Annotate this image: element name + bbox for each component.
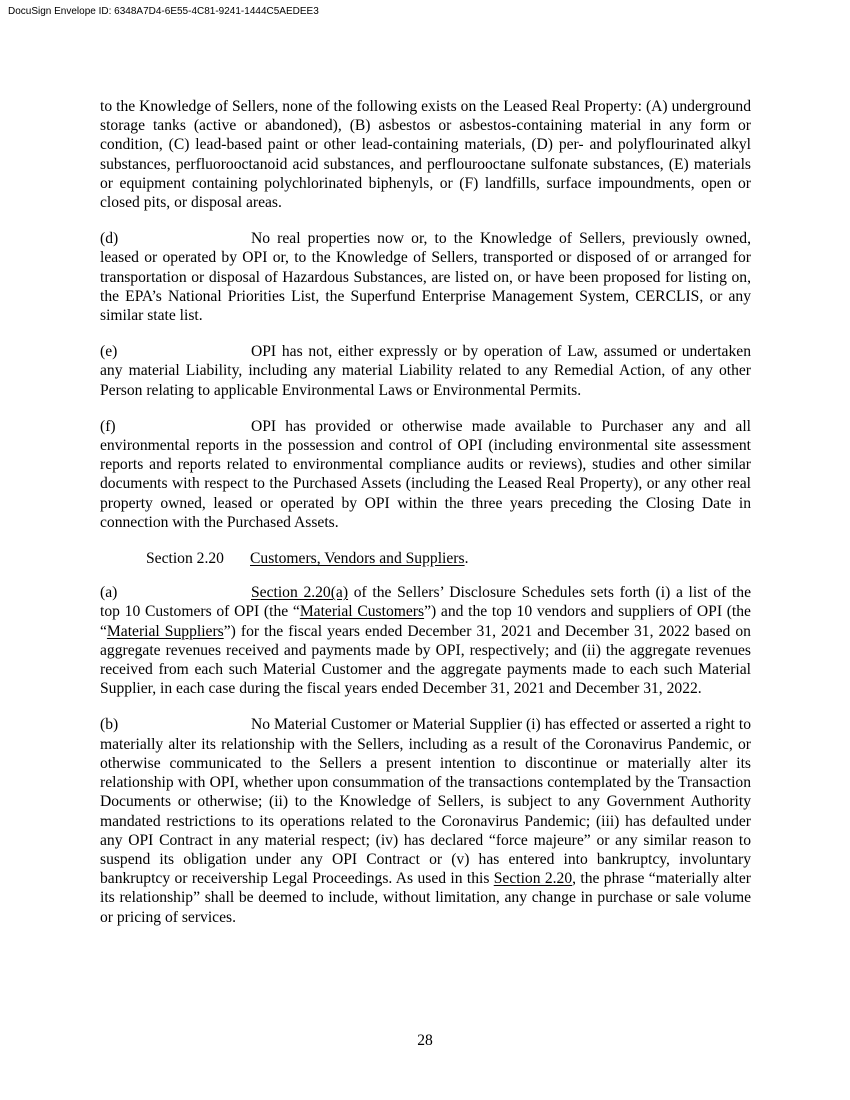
paragraph-text: No Material Customer or Material Supplier (i) has effected or asserted a right to materially alter its relationship with the Sellers, including as a result of the Coronavirus Pandemic, or otherwise communicated to the Sellers a present intention to discontinue or materially alter its relationship with OPI, whether upon consummation of the transactions contemplated by the Transaction Documents or otherwise; (ii) to the Knowledge of Sellers, is subject to any Government Authority mandated restrictions to its operations related to the Coronavirus Pandemic; (iii) has defaulted under any OPI Contract in any material respect; (iv) has declared “force majeure” or any similar reason to suspend its obligation under any OPI Contract or (v) has entered into bankruptcy, involuntary bankruptcy or receivership Legal Proceedings. As used in this	[100, 716, 751, 888]
paragraph-d	[100, 229, 751, 325]
paragraph-text: of the Sellers’ Disclosure Schedules sets forth (i) a list of the top 10 Customers of OPI (the “	[100, 584, 751, 621]
defined-term: Material Suppliers	[106, 622, 224, 640]
section-title: Customers, Vendors and Suppliers	[250, 550, 465, 568]
paragraph-label: (f)	[100, 417, 116, 435]
paragraph-continued: to the Knowledge of Sellers, none of the following exists on the Leased Real Property: (A) underground storage tanks (active or abandoned), (B) asbestos or asbestos-containing material in any form or condition, (C) lead-based paint or other lead-containing materials, (D) per- and polyflourinated alkyl substances, perfluorooctanoid acid substances, and perflourooctane sulfonate substances, (E) materials or equipment containing polychlorinated biphenyls, or (F) landfills, surface impoundments, open or closed pits, or disposal areas.	[100, 98, 751, 212]
paragraph-text: ”) for the fiscal years ended December 31, 2021 and December 31, 2022 based on aggregate revenues received and payments made by OPI, respectively; and (ii) the aggregate revenues received from each such Material Customer and the aggregate payments made to each such Material Supplier, in each case during the fiscal years ended December 31, 2021 and December 31, 2022.	[100, 622, 751, 698]
paragraph-e	[100, 342, 751, 400]
paragraph-b	[100, 715, 751, 926]
paragraph-a	[100, 583, 751, 698]
paragraph-f	[100, 417, 751, 532]
section-reference: Section 2.20	[493, 870, 573, 888]
envelope-id: DocuSign Envelope ID: 6348A7D4-6E55-4C81-9241-1444C5AEDEE3	[8, 6, 319, 17]
paragraph-text: , the phrase “materially alter its relationship” shall be deemed to include, without limitation, any change in purchase or sale volume or pricing of services.	[100, 870, 751, 926]
paragraph-label: (b)	[100, 716, 119, 734]
section-reference: Section 2.20(a)	[251, 584, 349, 602]
paragraph-text: OPI has not, either expressly or by operation of Law, assumed or undertaken any material Liability, including any material Liability related to any Remedial Action, of any other Person relating to applicable Environmental Laws or Environmental Permits.	[100, 343, 751, 399]
paragraph-text: ”) and the top 10 vendors and suppliers of OPI (the “	[100, 603, 751, 640]
section-heading	[146, 549, 751, 568]
document-body	[100, 97, 751, 944]
paragraph-label: (e)	[100, 343, 118, 361]
page-number: 28	[417, 1032, 433, 1049]
defined-term: Material Customers	[299, 603, 425, 621]
section-title-end: .	[464, 550, 469, 568]
paragraph-text: No real properties now or, to the Knowledge of Sellers, previously owned, leased or operated by OPI or, to the Knowledge of Sellers, transported or disposed of or arranged for transportation or disposal of Hazardous Substances, are listed on, or have been proposed for listing on, the EPA’s National Priorities List, the Superfund Enterprise Management System, CERCLIS, or any similar state list.	[100, 230, 751, 325]
paragraph-text: OPI has provided or otherwise made available to Purchaser any and all environmental reports in the possession and control of OPI (including environmental site assessment reports and reports related to environmental compliance audits or reviews), studies and other similar documents with respect to the Purchased Assets (including the Leased Real Property), or any other real property owned, leased or operated by OPI within the three years preceding the Closing Date in connection with the Purchased Assets.	[100, 417, 751, 531]
section-number: Section 2.20	[146, 550, 224, 568]
paragraph-label: (a)	[100, 584, 118, 602]
paragraph-label: (d)	[100, 230, 119, 248]
